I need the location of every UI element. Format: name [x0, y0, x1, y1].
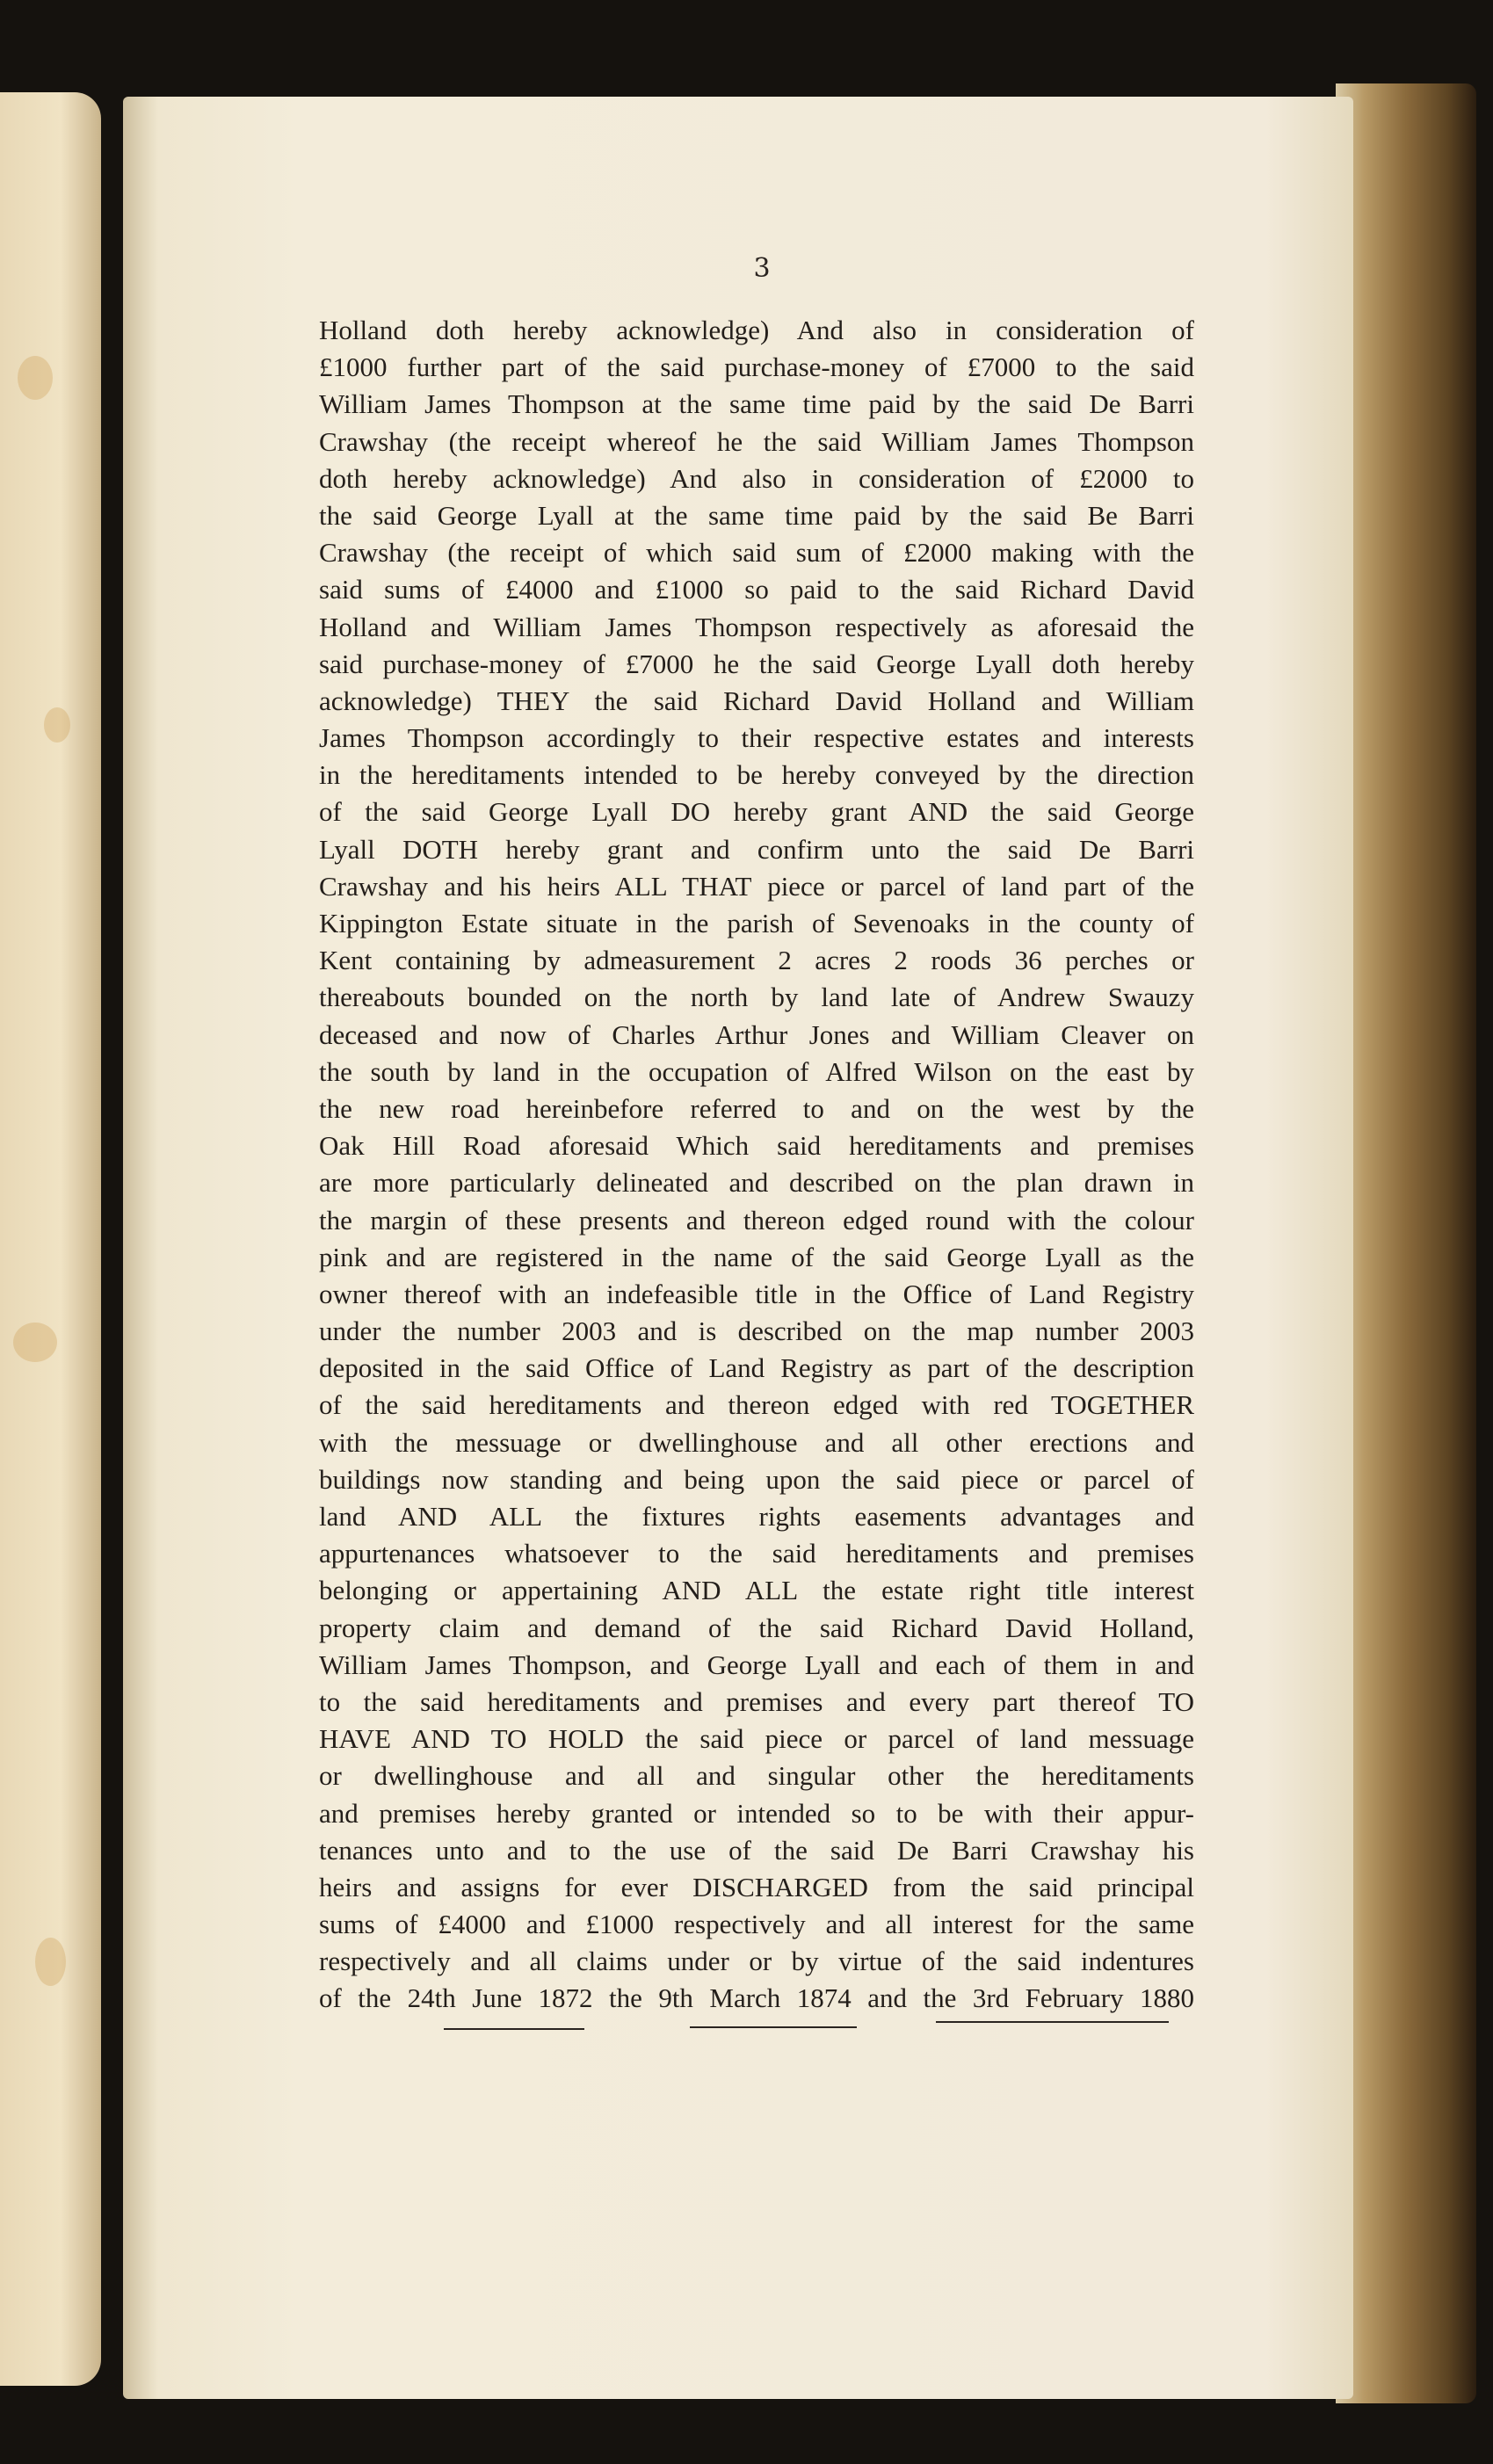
text-line: the margin of these presents and thereon edged round with the colour	[319, 1204, 1194, 1236]
text-line: Crawshay and his heirs ALL THAT piece or parcel of land part of the	[319, 870, 1194, 902]
text-line: thereabouts bounded on the north by land late of Andrew Swauzy	[319, 982, 1194, 1013]
text-line: respectively and all claims under or by virtue of the said indentures	[319, 1946, 1194, 1977]
text-line: said sums of £4000 and £1000 so paid to the said Richard David	[319, 574, 1194, 605]
text-line: Lyall DOTH hereby grant and confirm unto the said De Barri	[319, 833, 1194, 865]
document-body	[319, 312, 1194, 2018]
text-line: William James Thompson at the same time paid by the said De Barri	[319, 388, 1194, 420]
text-line: and premises hereby granted or intended so to be with their appur-	[319, 1797, 1194, 1829]
underline-mark	[936, 2021, 1169, 2023]
text-line: the said George Lyall at the same time paid by the said Be Barri	[319, 499, 1194, 531]
underline-mark	[444, 2028, 584, 2030]
text-line: deceased and now of Charles Arthur Jones and William Cleaver on	[319, 1018, 1194, 1050]
text-line: belonging or appertaining AND ALL the estate right title interest	[319, 1575, 1194, 1606]
text-line: HAVE AND TO HOLD the said piece or parcel of land messuage	[319, 1723, 1194, 1755]
text-line: or dwellinghouse and all and singular other the hereditaments	[319, 1760, 1194, 1792]
page-number: 3	[753, 253, 771, 284]
text-line: doth hereby acknowledge) And also in consideration of £2000 to	[319, 462, 1194, 494]
text-line: Crawshay (the receipt of which said sum of £2000 making with the	[319, 537, 1194, 569]
text-line: property claim and demand of the said Richard David Holland,	[319, 1612, 1194, 1643]
text-line: said purchase-money of £7000 he the said George Lyall doth hereby	[319, 648, 1194, 679]
text-line: of the said George Lyall DO hereby grant AND the said George	[319, 796, 1194, 828]
text-line: of the said hereditaments and thereon edged with red TOGETHER	[319, 1389, 1194, 1421]
text-line: £1000 further part of the said purchase-money of £7000 to the said	[319, 351, 1194, 383]
book-page-edges	[1336, 83, 1476, 2403]
text-line: owner thereof with an indefeasible title in the Office of Land Registry	[319, 1278, 1194, 1309]
text-line: James Thompson accordingly to their respective estates and interests	[319, 722, 1194, 754]
text-line: acknowledge) THEY the said Richard David Holland and William	[319, 685, 1194, 716]
text-line: Kent containing by admeasurement 2 acres 2 roods 36 perches or	[319, 945, 1194, 976]
text-line: are more particularly delineated and described on the plan drawn in	[319, 1167, 1194, 1199]
text-line: Oak Hill Road aforesaid Which said hereditaments and premises	[319, 1130, 1194, 1162]
text-line: buildings now standing and being upon the said piece or parcel of	[319, 1463, 1194, 1495]
text-line: to the said hereditaments and premises and every part thereof TO	[319, 1685, 1194, 1717]
text-line: deposited in the said Office of Land Registry as part of the description	[319, 1352, 1194, 1384]
text-line: under the number 2003 and is described on the map number 2003	[319, 1315, 1194, 1347]
text-line: of the 24th June 1872 the 9th March 1874 and the 3rd February 1880	[319, 1982, 1194, 2014]
text-line: pink and are registered in the name of the said George Lyall as the	[319, 1241, 1194, 1272]
text-line: heirs and assigns for ever DISCHARGED from the said principal	[319, 1871, 1194, 1902]
text-line: Crawshay (the receipt whereof he the said William James Thompson	[319, 425, 1194, 457]
text-line: the new road hereinbefore referred to and on the west by the	[319, 1092, 1194, 1124]
text-line: in the hereditaments intended to be hereby conveyed by the direction	[319, 759, 1194, 791]
text-line: William James Thompson, and George Lyall and each of them in and	[319, 1649, 1194, 1680]
text-line: land AND ALL the fixtures rights easements advantages and	[319, 1501, 1194, 1532]
facing-page-edge	[0, 92, 101, 2386]
text-line: tenances unto and to the use of the said De Barri Crawshay his	[319, 1834, 1194, 1866]
text-line: with the messuage or dwellinghouse and all other erections and	[319, 1426, 1194, 1458]
text-line: Kippington Estate situate in the parish of Sevenoaks in the county of	[319, 908, 1194, 938]
text-line: appurtenances whatsoever to the said hereditaments and premises	[319, 1538, 1194, 1569]
text-line: the south by land in the occupation of Alfred Wilson on the east by	[319, 1055, 1194, 1087]
underline-mark	[690, 2026, 857, 2028]
text-line: sums of £4000 and £1000 respectively and all interest for the same	[319, 1909, 1194, 1940]
text-line: Holland doth hereby acknowledge) And also in consideration of	[319, 315, 1194, 345]
text-line: Holland and William James Thompson respectively as aforesaid the	[319, 611, 1194, 642]
